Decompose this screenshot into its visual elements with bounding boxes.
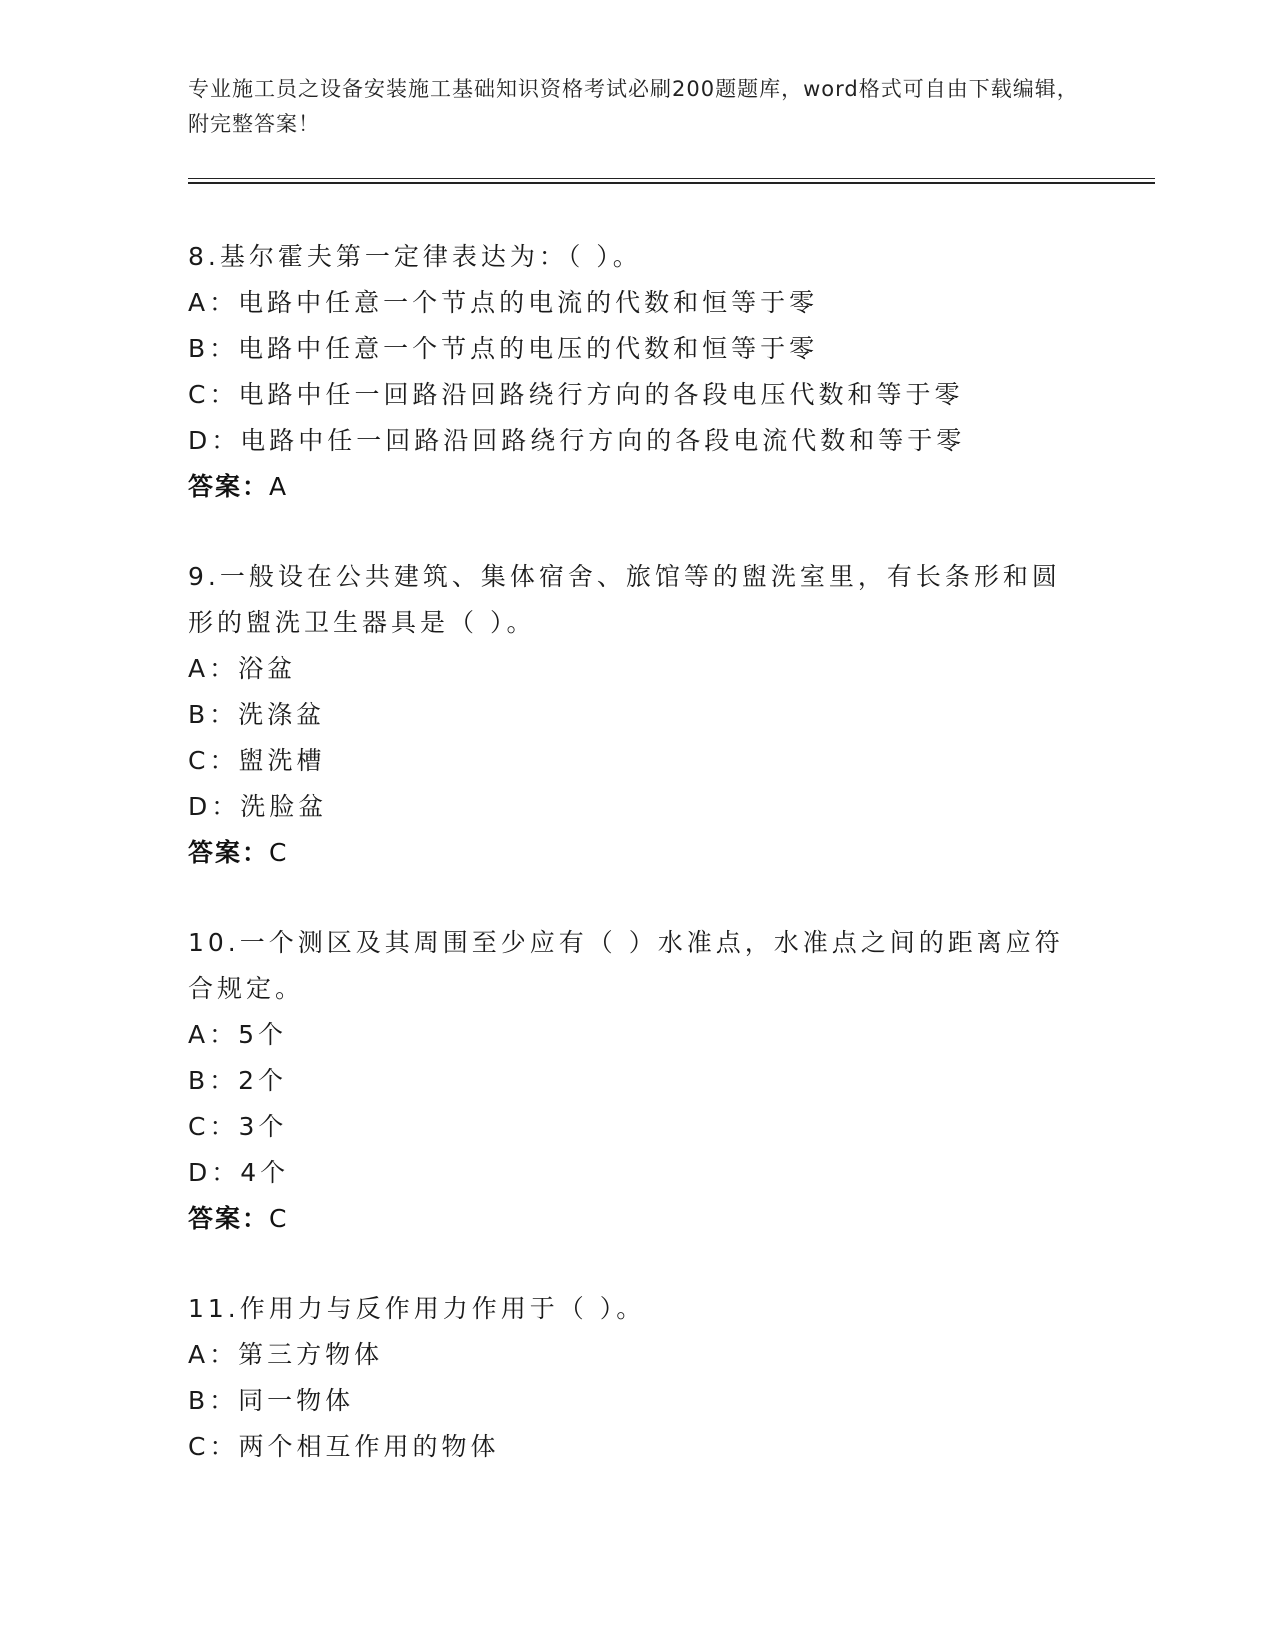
option-a: A：浴盆 [188,654,297,683]
answer-value: C [269,1204,289,1233]
option-b: B：洗涤盆 [188,700,326,729]
option-a: A：5个 [188,1020,288,1049]
option-c: C：电路中任一回路沿回路绕行方向的各段电压代数和等于零 [188,380,964,409]
answer-value: A [269,472,289,501]
option-c: C：盥洗槽 [188,746,326,775]
document-header: 专业施工员之设备安装施工基础知识资格考试必刷200题题库，word格式可自由下载编辑，附完整答案！ [188,77,1079,136]
answer-line [188,464,1148,510]
option-b: B：同一物体 [188,1386,355,1415]
answer-value: C [269,838,289,867]
option-b: B：电路中任意一个节点的电压的代数和恒等于零 [188,334,819,363]
answer-label: 答案： [188,1204,270,1233]
question-stem: 11.作用力与反作用力作用于（ ）。 [188,1294,646,1323]
header-divider-thin [188,178,1155,179]
header-divider-thick [188,182,1155,184]
question-8 [188,234,1148,510]
question-list [188,234,1148,1514]
answer-line [188,1196,1148,1242]
answer-label: 答案： [188,472,270,501]
option-a: A：第三方物体 [188,1340,384,1369]
question-stem: 9.一般设在公共建筑、集体宿舍、旅馆等的盥洗室里，有长条形和圆形的盥洗卫生器具是（ ）。 [188,562,1061,637]
answer-label: 答案： [188,838,270,867]
option-a: A：电路中任意一个节点的电流的代数和恒等于零 [188,288,819,317]
option-b: B：2个 [188,1066,288,1095]
answer-line [188,830,1148,876]
option-d: D：洗脸盆 [188,792,328,821]
question-11 [188,1286,1148,1470]
question-stem: 10.一个测区及其周围至少应有（ ）水准点，水准点之间的距离应符合规定。 [188,928,1064,1003]
question-9 [188,554,1148,876]
question-10 [188,920,1148,1242]
option-d: D：4个 [188,1158,290,1187]
option-c: C：3个 [188,1112,288,1141]
option-c: C：两个相互作用的物体 [188,1432,500,1461]
option-d: D：电路中任一回路沿回路绕行方向的各段电流代数和等于零 [188,426,966,455]
question-stem: 8.基尔霍夫第一定律表达为：（ ）。 [188,242,642,271]
